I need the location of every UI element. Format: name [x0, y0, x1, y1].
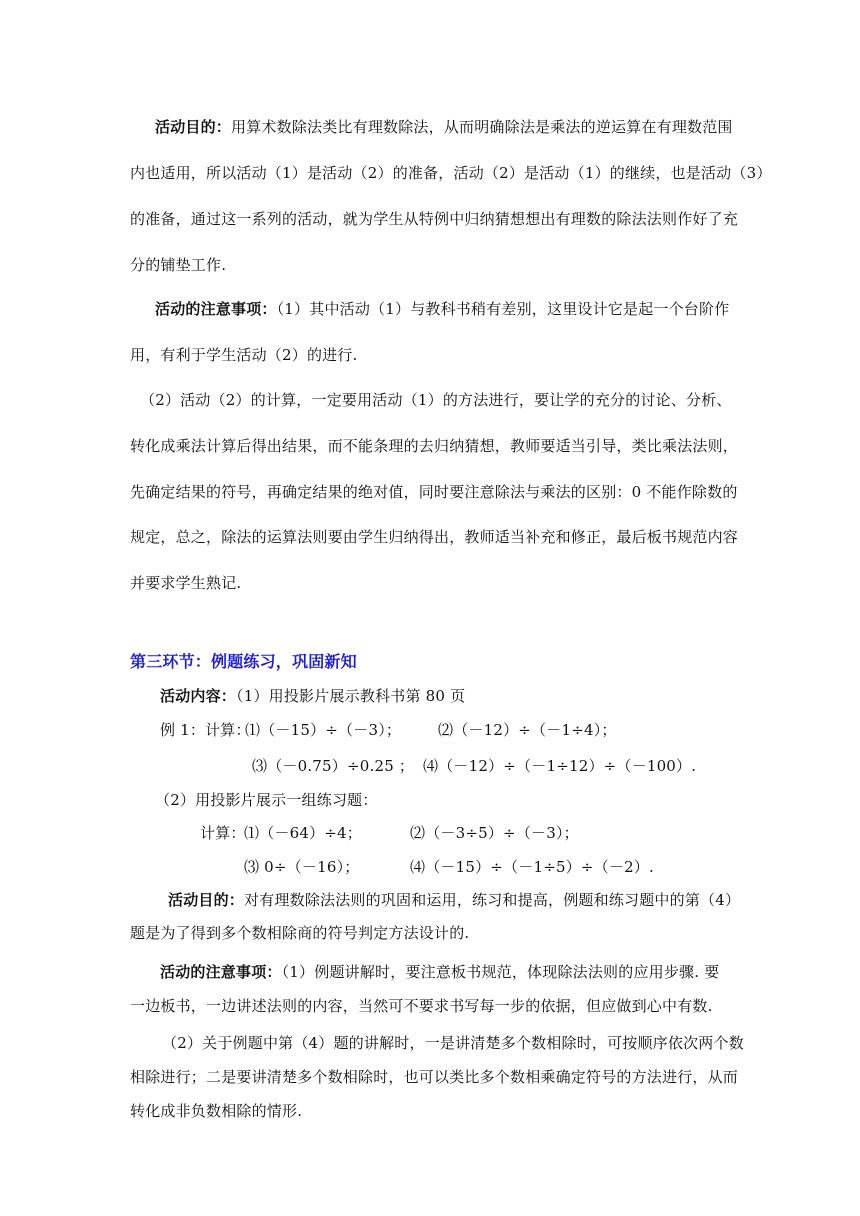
- example-1-label: 例 1：计算：: [160, 721, 251, 739]
- notes-paragraph-1-line-1: [155, 299, 729, 319]
- practice-calc-label: 计算：: [200, 824, 246, 842]
- practice-intro: （2）用投影片展示一组练习题：: [155, 791, 378, 809]
- notes-paragraph-4-line-1: （2）关于例题中第（4）题的讲解时，一是讲清楚多个数相除时，可按顺序依次两个数: [162, 1034, 744, 1052]
- purpose-text-2: 对有理数除法法则的巩固和运用，练习和提高，例题和练习题中的第（4）: [244, 891, 741, 909]
- purpose-paragraph-2-line-2: 题是为了得到多个数相除商的符号判定方法设计的.: [130, 924, 470, 942]
- notes-paragraph-2-line-2: 转化成乘法计算后得出结果，而不能条理的去归纳猜想，教师要适当引导，类比乘法法则，: [130, 437, 739, 455]
- notes-paragraph-2-line-5: 并要求学生熟记.: [130, 574, 242, 592]
- notes-paragraph-2-line-1: （2）活动（2）的计算，一定要用活动（1）的方法进行，要让学的充分的讨论、分析、: [140, 391, 732, 409]
- activity-content-label: 活动内容：: [160, 687, 237, 705]
- notes-paragraph-3-line-2: 一边板书，一边讲述法则的内容，当然可不要求书写每一步的依据，但应做到心中有数.: [130, 997, 713, 1015]
- notes-paragraph-2-line-4: 规定，总之，除法的运算法则要由学生归纳得出，教师适当补充和修正，最后板书规范内容: [130, 528, 739, 546]
- purpose-paragraph-1-line-1: [155, 117, 733, 137]
- notes-text-2: （1）例题讲解时，要注意板书规范，体现除法法则的应用步骤. 要: [281, 963, 720, 981]
- notes-paragraph-4-line-2: 相除进行；二是要讲清楚多个数相除时，也可以类比多个数相乘确定符号的方法进行，从而: [130, 1068, 739, 1086]
- notes-paragraph-1-line-2: 用，有利于学生活动（2）的进行.: [130, 346, 358, 364]
- example-1-item-4: ⑷（－12）÷（－1÷12）÷（－100）.: [423, 757, 697, 775]
- purpose-paragraph-2-line-1: [168, 890, 740, 910]
- practice-item-2: ⑵（－3÷5）÷（－3）；: [410, 824, 579, 842]
- practice-item-1: ⑴（－64）÷4；: [244, 824, 362, 842]
- notes-label-2: 活动的注意事项：: [160, 963, 282, 981]
- notes-paragraph-2-line-3: 先确定结果的符号，再确定结果的绝对值，同时要注意除法与乘法的区别：0 不能作除数的: [130, 483, 738, 501]
- activity-content-line: [160, 686, 465, 706]
- example-1-item-3: ⑶（－0.75）÷0.25 ；: [252, 757, 415, 775]
- example-1-item-2: ⑵（－12）÷（－1÷4）；: [438, 721, 617, 739]
- purpose-paragraph-1-line-2: 内也适用，所以活动（1）是活动（2）的准备，活动（2）是活动（1）的继续，也是活动（3）: [130, 164, 772, 182]
- purpose-paragraph-1-line-4: 分的铺垫工作.: [130, 256, 227, 274]
- notes-paragraph-3-line-1: [160, 962, 719, 982]
- purpose-label-2: 活动目的：: [168, 891, 245, 909]
- purpose-text: 用算术数除法类比有理数除法，从而明确除法是乘法的逆运算在有理数范围: [231, 118, 733, 136]
- purpose-paragraph-1-line-3: 的准备，通过这一系列的活动，就为学生从特例中归纳猜想想出有理数的除法法则作好了充: [130, 210, 739, 228]
- purpose-label: 活动目的：: [155, 118, 232, 136]
- notes-paragraph-4-line-3: 转化成非负数相除的情形.: [130, 1102, 303, 1120]
- practice-item-3: ⑶ 0÷（－16）；: [244, 858, 360, 876]
- notes-text: （1）其中活动（1）与教科书稍有差别，这里设计它是起一个台阶作: [276, 300, 730, 318]
- notes-label: 活动的注意事项：: [155, 300, 277, 318]
- example-1-item-1: ⑴（－15）÷（－3）；: [245, 721, 402, 739]
- activity-content-text: （1）用投影片展示教科书第 80 页: [236, 687, 466, 705]
- practice-item-4: ⑷（－15）÷（－1÷5）÷（－2）.: [410, 858, 654, 876]
- section-heading: 第三环节：例题练习，巩固新知: [130, 652, 357, 671]
